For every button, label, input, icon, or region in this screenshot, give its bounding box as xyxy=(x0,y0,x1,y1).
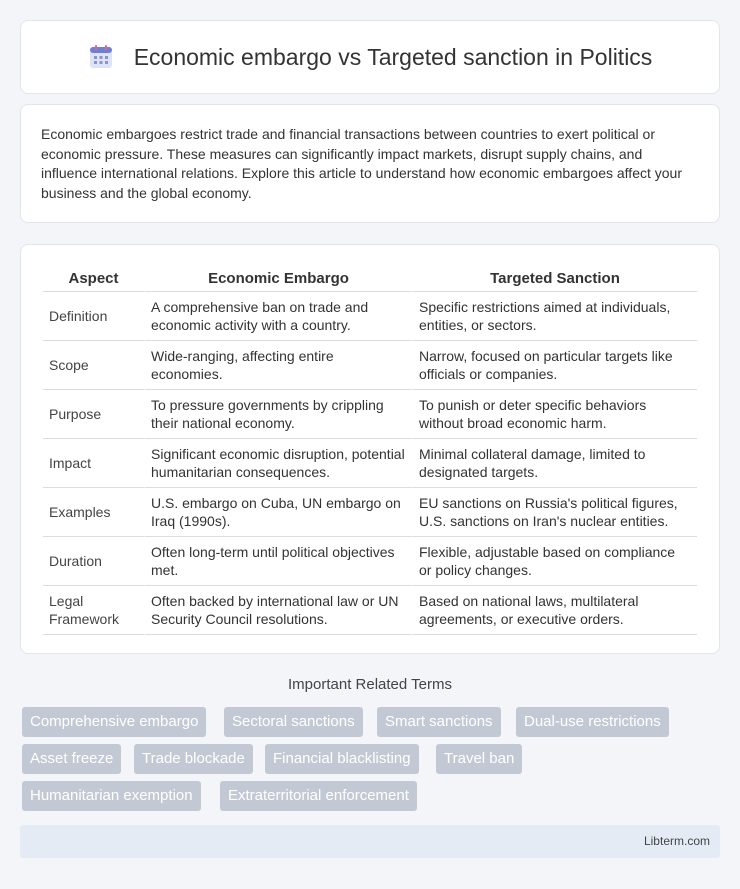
table-cell-aspect: Definition xyxy=(43,292,144,341)
related-term-tag[interactable]: Dual-use restrictions xyxy=(516,707,669,737)
comparison-table-card xyxy=(20,244,720,654)
table-row xyxy=(43,586,697,635)
related-term-tag[interactable]: Trade blockade xyxy=(134,744,253,774)
calendar-icon xyxy=(88,44,114,70)
related-term-tag[interactable]: Humanitarian exemption xyxy=(22,781,201,811)
table-cell: To punish or deter specific behaviors without broad economic harm. xyxy=(412,390,697,439)
table-cell: Narrow, focused on particular targets like officials or companies. xyxy=(412,341,697,390)
table-cell-aspect: Examples xyxy=(43,488,144,537)
column-header-aspect: Aspect xyxy=(43,265,144,292)
related-term-tag[interactable]: Extraterritorial enforcement xyxy=(220,781,417,811)
related-term-tag[interactable]: Sectoral sanctions xyxy=(224,707,363,737)
related-term-tag[interactable]: Financial blacklisting xyxy=(265,744,419,774)
table-cell-aspect: Legal Framework xyxy=(43,586,144,635)
table-cell: Specific restrictions aimed at individuals, entities, or sectors. xyxy=(412,292,697,341)
table-cell: EU sanctions on Russia's political figures, U.S. sanctions on Iran's nuclear entities. xyxy=(412,488,697,537)
table-cell: Flexible, adjustable based on compliance or policy changes. xyxy=(412,537,697,586)
page-title: Economic embargo vs Targeted sanction in Politics xyxy=(133,43,653,70)
table-cell-aspect: Duration xyxy=(43,537,144,586)
footer xyxy=(20,825,720,858)
table-row xyxy=(43,439,697,488)
table-cell: Often long-term until political objectives met. xyxy=(144,537,412,586)
table-row xyxy=(43,488,697,537)
table-row xyxy=(43,292,697,341)
table-cell: U.S. embargo on Cuba, UN embargo on Iraq (1990s). xyxy=(144,488,412,537)
table-cell: Minimal collateral damage, limited to designated targets. xyxy=(412,439,697,488)
header-card xyxy=(20,20,720,94)
table-cell-aspect: Purpose xyxy=(43,390,144,439)
table-header-row xyxy=(43,265,697,292)
table-cell: Often backed by international law or UN Security Council resolutions. xyxy=(144,586,412,635)
table-cell-aspect: Scope xyxy=(43,341,144,390)
table-row xyxy=(43,390,697,439)
intro-card xyxy=(20,104,720,223)
column-header-economic-embargo: Economic Embargo xyxy=(144,265,412,292)
column-header-targeted-sanction: Targeted Sanction xyxy=(412,265,697,292)
related-term-tag[interactable]: Smart sanctions xyxy=(377,707,501,737)
table-cell-aspect: Impact xyxy=(43,439,144,488)
footer-site-link[interactable]: Libterm.com xyxy=(643,834,710,848)
table-row xyxy=(43,341,697,390)
intro-text: Economic embargoes restrict trade and financial transactions between countries to exert political or economic pressure. These measures can significantly impact markets, disrupt supply chains, and influence international relations. Explore this article to understand how economic embargoes affect your business and the global economy. xyxy=(41,126,682,201)
related-terms-title: Important Related Terms xyxy=(288,676,452,693)
table-cell: A comprehensive ban on trade and economic activity with a country. xyxy=(144,292,412,341)
comparison-table xyxy=(43,265,697,635)
table-cell: Based on national laws, multilateral agreements, or executive orders. xyxy=(412,586,697,635)
related-term-tag[interactable]: Travel ban xyxy=(436,744,522,774)
related-term-tag[interactable]: Comprehensive embargo xyxy=(22,707,206,737)
table-cell: Wide-ranging, affecting entire economies. xyxy=(144,341,412,390)
table-cell: To pressure governments by crippling their national economy. xyxy=(144,390,412,439)
related-term-tag[interactable]: Asset freeze xyxy=(22,744,121,774)
table-row xyxy=(43,537,697,586)
table-cell: Significant economic disruption, potential humanitarian consequences. xyxy=(144,439,412,488)
